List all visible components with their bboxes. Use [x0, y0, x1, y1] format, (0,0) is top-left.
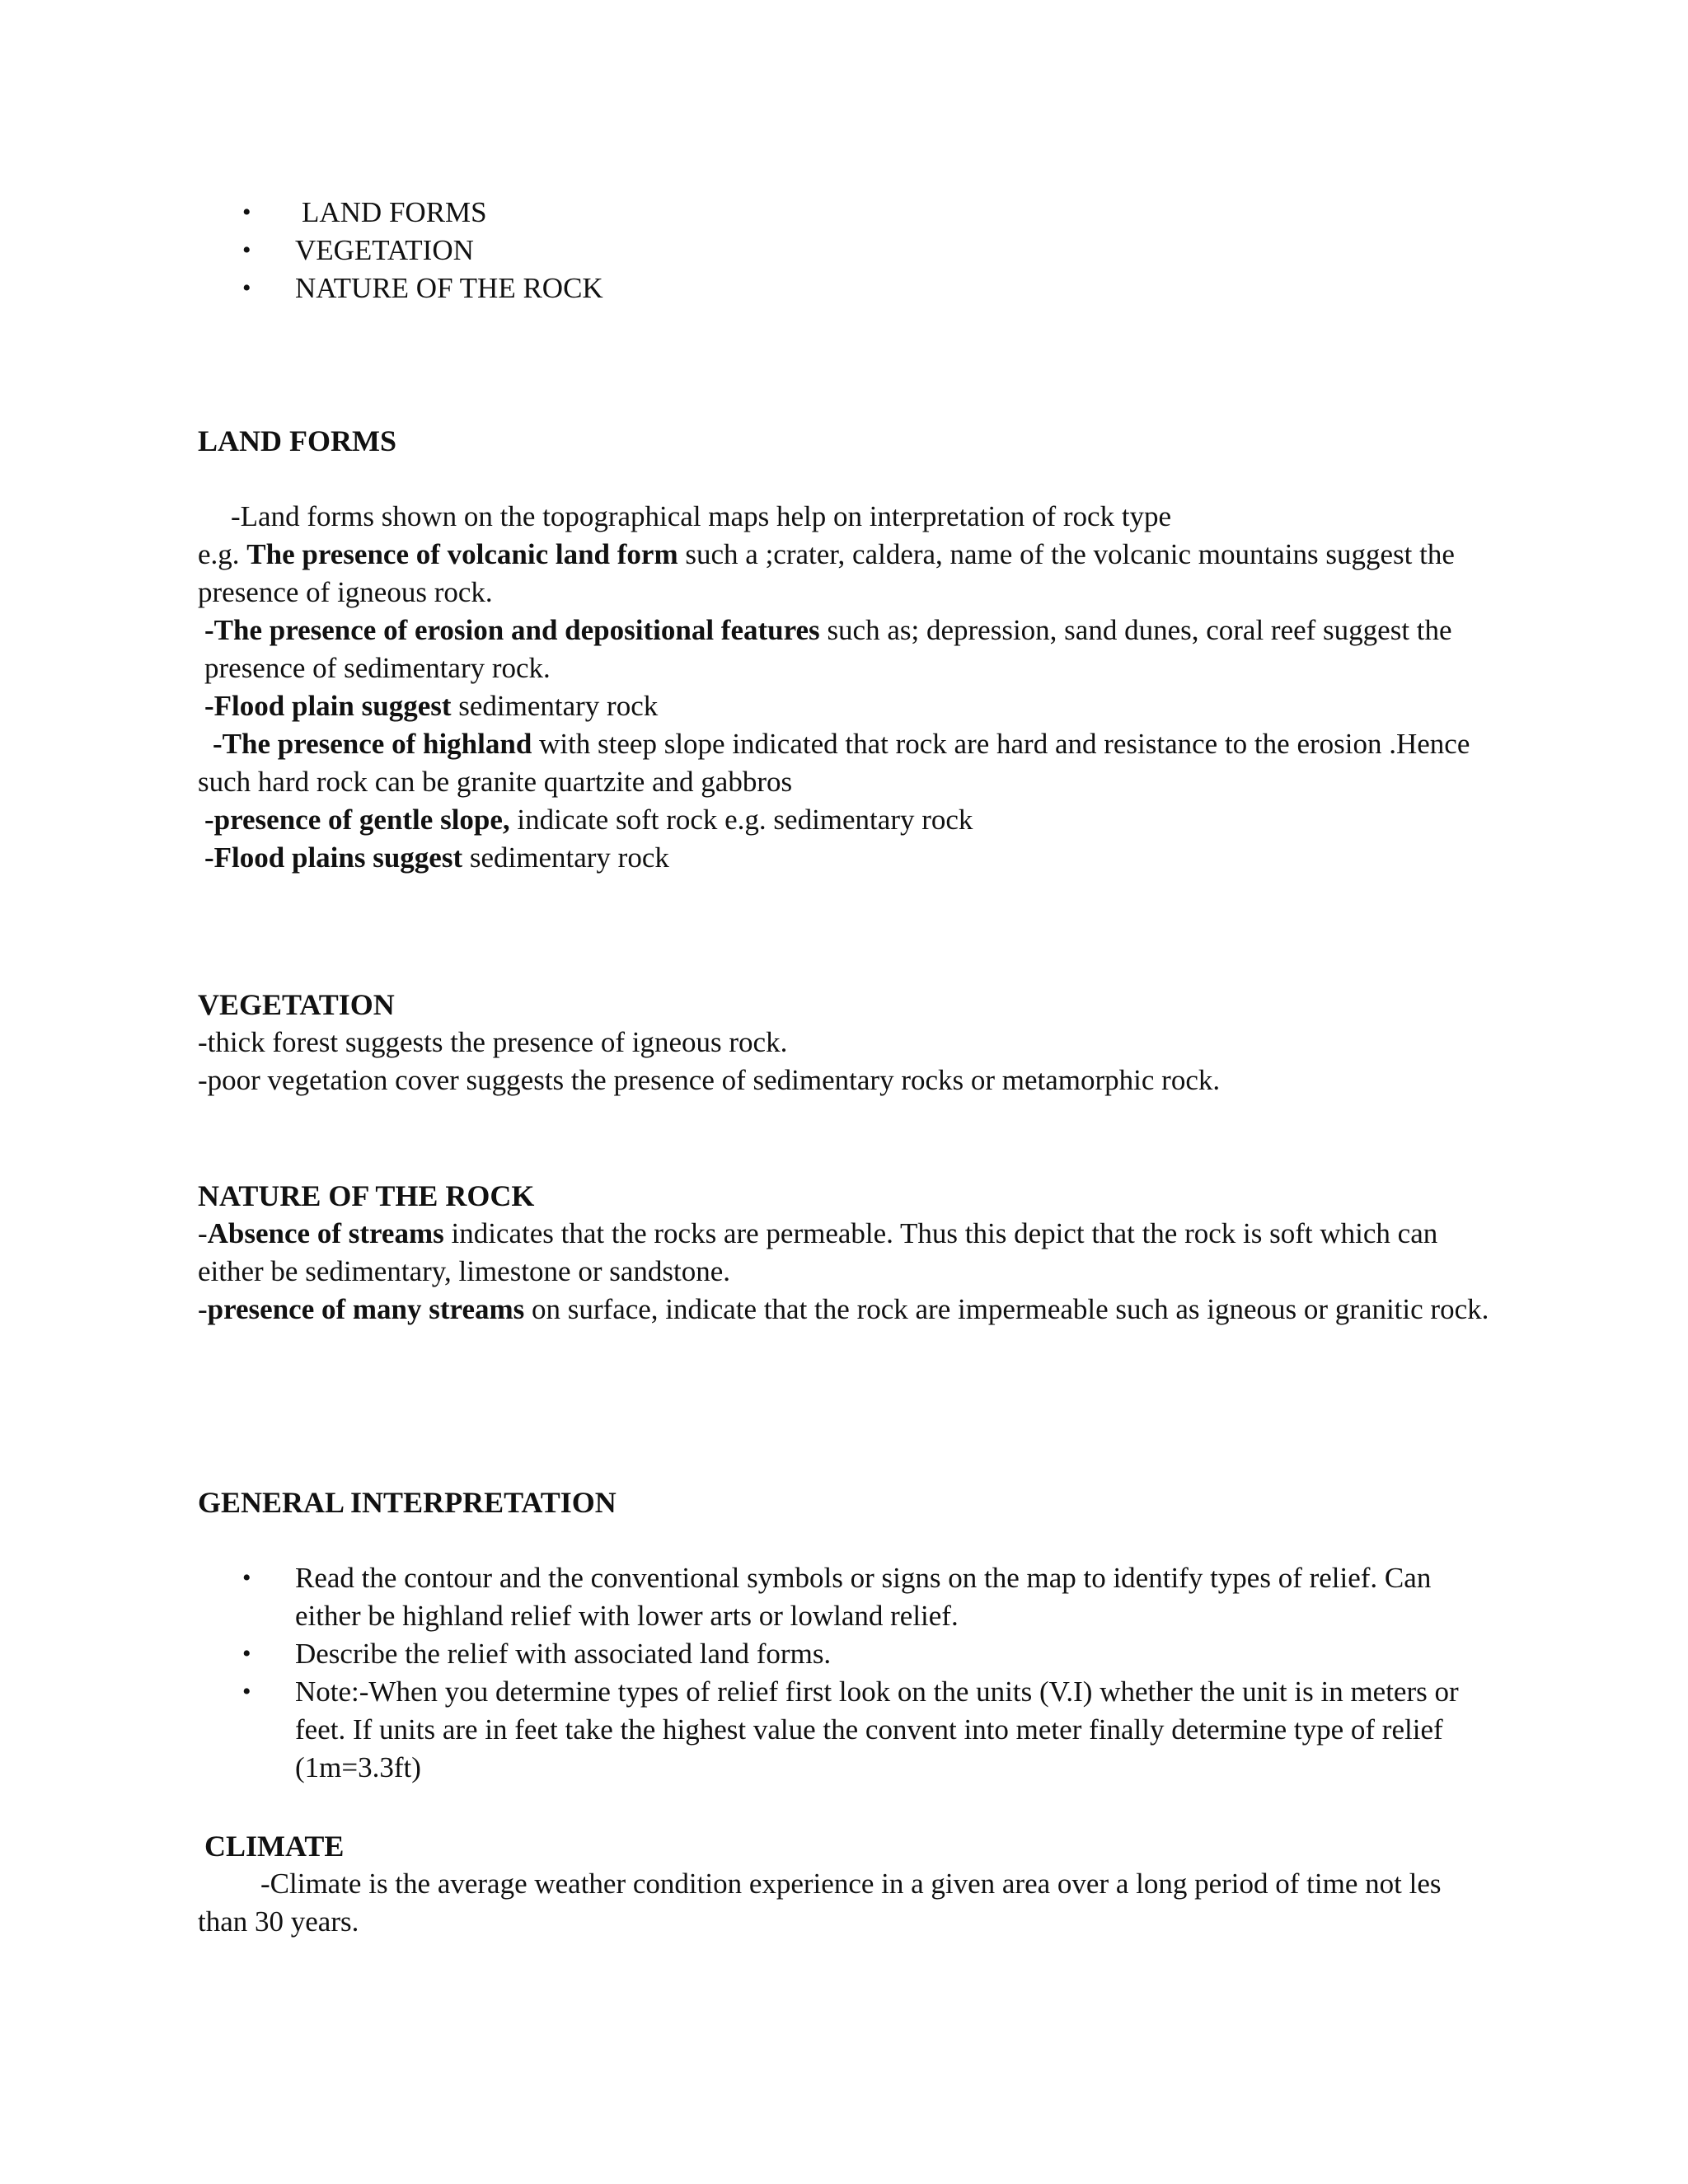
general-item-contour: • Read the contour and the conventional symbols or signs on the map to identify types of relief. Can either be highland relief with lower arts or lowland relief. — [198, 1559, 1459, 1635]
highland-text: with steep slope indicated that rock are hard and resistance to the erosion .Hence such hard rock can be granite quartzite and gabbros — [198, 728, 1470, 798]
many-streams-bold: presence of many streams — [207, 1293, 525, 1325]
climate-heading: CLIMATE — [204, 1830, 345, 1863]
vegetation-section — [198, 986, 1500, 1099]
climate-definition: -Climate is the average weather condition experience in a given area over a long period of time not les than 30 years. — [198, 1868, 1442, 1938]
nature-absence-streams — [198, 1215, 1500, 1291]
general-item-describe: • Describe the relief with associated land forms. — [198, 1635, 1459, 1673]
volcanic-prefix: e.g. — [198, 538, 247, 570]
flood-plain-bold: -Flood plain suggest — [204, 690, 452, 722]
volcanic-bold: The presence of volcanic land form — [246, 538, 678, 570]
erosion-bold: -The presence of erosion and depositional features — [204, 614, 820, 646]
absence-prefix: - — [198, 1217, 208, 1249]
flood-plains-text: sedimentary rock — [462, 841, 669, 874]
land-forms-intro: -Land forms shown on the topographical maps help on interpretation of rock type — [231, 500, 1172, 532]
vegetation-poor-cover: -poor vegetation cover suggests the presence of sedimentary rocks or metamorphic rock. — [198, 1064, 1221, 1096]
land-forms-flood-plains — [198, 839, 1500, 877]
climate-section — [198, 1827, 1500, 1941]
nature-many-streams — [198, 1291, 1500, 1329]
flood-plains-bold: -Flood plains suggest — [204, 841, 463, 874]
gentle-slope-text: indicate soft rock e.g. sedimentary rock — [509, 804, 973, 836]
topic-item-nature-of-rock: • NATURE OF THE ROCK — [198, 269, 1500, 307]
land-forms-section — [198, 422, 1500, 877]
nature-of-rock-heading: NATURE OF THE ROCK — [198, 1179, 535, 1212]
land-forms-flood-plain — [198, 687, 1500, 725]
vegetation-heading: VEGETATION — [198, 988, 395, 1021]
topic-list — [198, 194, 1500, 307]
flood-plain-text: sedimentary rock — [451, 690, 659, 722]
topic-item-vegetation: • VEGETATION — [198, 232, 1500, 269]
land-forms-heading: LAND FORMS — [198, 424, 396, 457]
many-streams-text: on surface, indicate that the rock are impermeable such as igneous or granitic rock. — [524, 1293, 1489, 1325]
land-forms-gentle-slope — [198, 801, 1500, 839]
land-forms-highland — [198, 725, 1500, 801]
nature-of-rock-section — [198, 1177, 1500, 1329]
land-forms-volcanic — [198, 536, 1500, 612]
gentle-slope-bold: -presence of gentle slope, — [204, 804, 510, 836]
topic-item-land-forms: • LAND FORMS — [198, 194, 1500, 232]
absence-text: indicates that the rocks are permeable. Thus this depict that the rock is soft which can either be sedimentary, limestone or sandstone. — [198, 1217, 1438, 1287]
general-interpretation-heading: GENERAL INTERPRETATION — [198, 1486, 617, 1519]
erosion-text: such as; depression, sand dunes, coral reef suggest the presence of sedimentary rock. — [204, 614, 1452, 684]
absence-bold: Absence of streams — [207, 1217, 444, 1249]
general-item-note: • Note:-When you determine types of relief first look on the units (V.I) whether the unit is in meters or feet. If units are in feet take the highest value the convent into meter finally determine type of relief (1m=3.3ft) — [198, 1673, 1459, 1787]
vegetation-thick-forest: -thick forest suggests the presence of igneous rock. — [198, 1026, 788, 1058]
land-forms-erosion — [198, 612, 1500, 687]
many-streams-prefix: - — [198, 1293, 208, 1325]
volcanic-text: such a ;crater, caldera, name of the volcanic mountains suggest the presence of igneous rock. — [198, 538, 1455, 608]
general-interpretation-section — [198, 1483, 1500, 1787]
highland-bold: -The presence of highland — [213, 728, 532, 760]
